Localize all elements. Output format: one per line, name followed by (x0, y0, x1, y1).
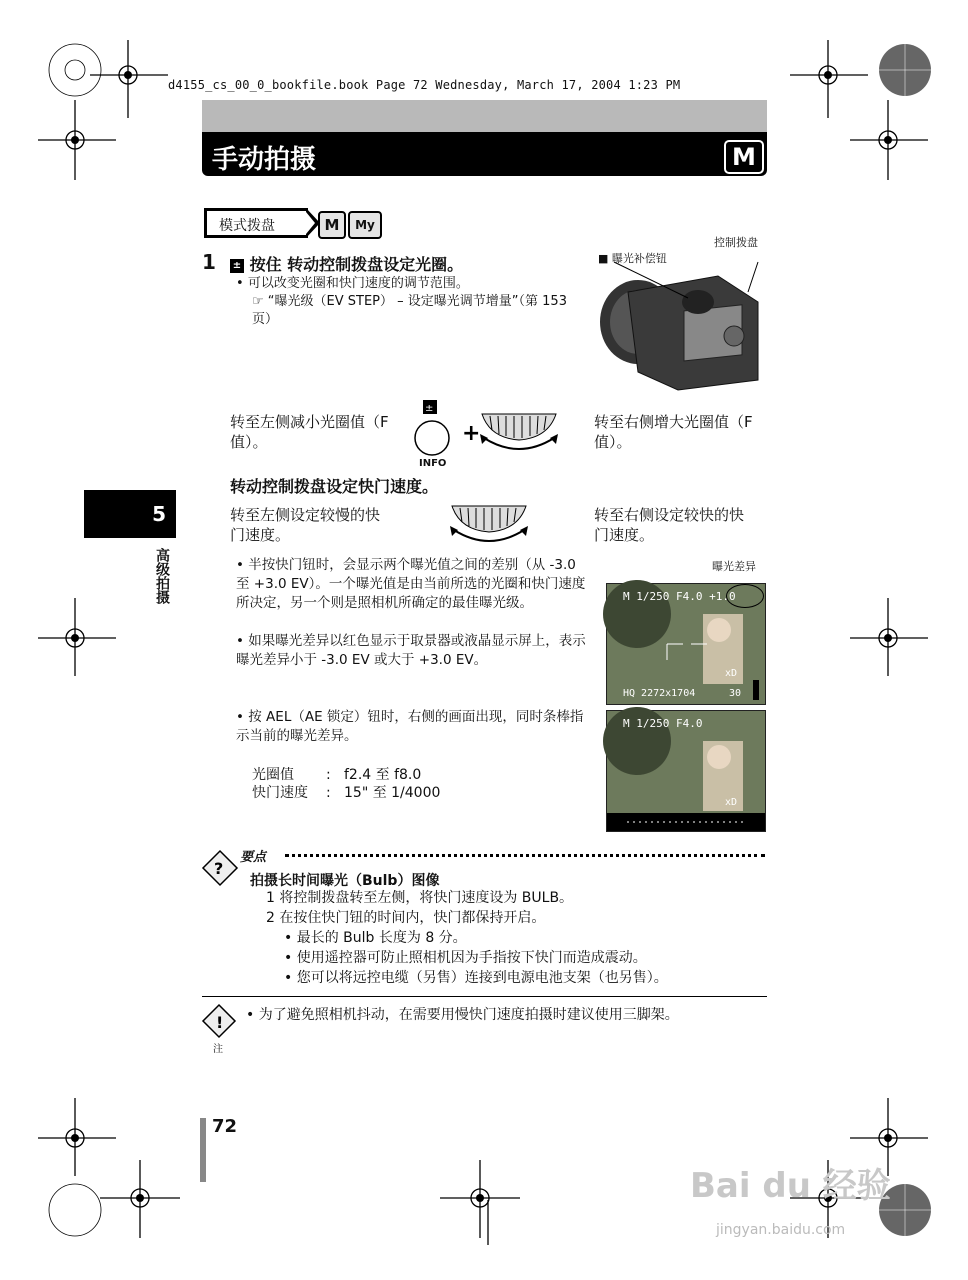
lcd-1-bottom-info: HQ 2272x1704 (623, 688, 696, 699)
tip-sub-3: • 您可以将远控电缆（另售）连接到电源电池支架（也另售）。 (284, 970, 668, 986)
step-bullet: • 可以改变光圈和快门速度的调节范围。 (236, 276, 469, 291)
chapter-title: 高级拍摄 (154, 548, 170, 604)
tip-title: 拍摄长时间曝光（Bulb）图像 (250, 873, 440, 889)
range-shutter-value: 15" 至 1/4000 (344, 785, 441, 801)
aperture-left-text: 转至左侧减小光圈值（F 值）。 (230, 413, 389, 451)
camera-illustration (598, 262, 764, 394)
tip-bottom-rule (202, 996, 767, 997)
question-icon (202, 850, 238, 886)
lcd-1-card: xD (725, 668, 738, 679)
lcd-1-top-info: M 1/250 F4.0 +1.0 (623, 590, 736, 603)
tip-sub-2: • 使用遥控器可防止照相机因为手指按下快门而造成震动。 (284, 950, 647, 966)
svg-text:±: ± (425, 403, 434, 414)
bullet-2: • 如果曝光差异以红色显示于取景器或液晶显示屏上，表示曝光差异小于 -3.0 EV 或大于 +3.0 EV。 (236, 633, 586, 668)
tip-step-1: 1 将控制拨盘转至左侧，将快门速度设为 BULB。 (266, 890, 574, 906)
step-reference: ☞ “曝光级（EV STEP） – 设定曝光调节增量”（第 153 页） (252, 294, 567, 327)
mode-badge: M (724, 140, 764, 174)
tip-divider (285, 854, 765, 857)
svg-text:?: ? (214, 859, 224, 878)
tip-sub-1: • 最长的 Bulb 长度为 8 分。 (284, 930, 467, 946)
control-dial-icon-1 (478, 408, 560, 456)
svg-text:+: + (462, 421, 481, 446)
mode-m-chip: M (318, 211, 346, 239)
exposure-comp-label: ■ 曝光补偿钮 (598, 252, 667, 265)
note-icon (202, 1004, 236, 1038)
range-aperture-value: f2.4 至 f8.0 (344, 767, 422, 783)
range-colon-2: : (326, 785, 331, 801)
watermark-url: jingyan.baidu.com (716, 1222, 846, 1238)
exposure-diff-label: 曝光差异 (712, 560, 756, 573)
step-number: 1 (202, 250, 216, 274)
range-shutter-label: 快门速度 (252, 785, 308, 801)
bullet-1: • 半按快门钮时，会显示两个曝光值之间的差别（从 -3.0 至 +3.0 EV）。一个曝光值是由当前所选的光圈和快门速度所决定，另一个则是照相机所确定的最佳曝光级。 (236, 557, 586, 611)
range-aperture-label: 光圈值 (252, 767, 294, 783)
svg-text:!: ! (216, 1013, 224, 1032)
chapter-tab: 5 (84, 490, 176, 538)
lcd-2-card: xD (725, 797, 738, 808)
step-heading-text: 按住 转动控制拨盘设定光圈。 (249, 255, 464, 274)
page-bar (200, 1118, 206, 1182)
tip-heading: 要点 (240, 850, 267, 865)
page-title: 手动拍摄 (212, 145, 317, 175)
watermark-brand: Bai du 经验 (690, 1166, 891, 1206)
control-dial-label: 控制拨盘 (714, 236, 758, 249)
shutter-heading: 转动控制拨盘设定快门速度。 (230, 477, 439, 496)
exposure-diff-ring (726, 584, 764, 608)
aperture-right-text: 转至右侧增大光圈值（F 值）。 (594, 413, 753, 451)
lcd-screen-2 (606, 710, 766, 832)
note-label: 注 (213, 1044, 223, 1055)
note-text: • 为了避免照相机抖动，在需要用慢快门速度拍摄时建议使用三脚架。 (246, 1007, 679, 1023)
tip-step-2: 2 在按住快门钮的时间内，快门都保持开启。 (266, 910, 546, 926)
lcd-2-top-info: M 1/250 F4.0 (623, 717, 703, 730)
info-label: INFO (419, 458, 447, 469)
page-number: 72 (212, 1116, 238, 1137)
lcd-1-count: 30 (729, 688, 742, 699)
mode-dial-label: 模式拨盘 (204, 208, 308, 238)
range-colon-1: : (326, 767, 331, 783)
exposure-comp-icon: ± (230, 259, 244, 273)
print-header: d4155_cs_00_0_bookfile.book Page 72 Wednesday, March 17, 2004 1:23 PM (168, 78, 681, 92)
shutter-left-text: 转至左侧设定较慢的快门速度。 (230, 506, 381, 544)
bullet-3: • 按 AEL（AE 锁定）钮时，右侧的画面出现，同时条棒指示当前的曝光差异。 (236, 709, 584, 744)
control-dial-icon-2 (448, 500, 530, 548)
mode-my-chip: My (348, 211, 382, 239)
shutter-right-text: 转至右侧设定较快的快门速度。 (594, 506, 745, 544)
title-bar-top (202, 100, 767, 132)
step-heading (230, 252, 463, 275)
